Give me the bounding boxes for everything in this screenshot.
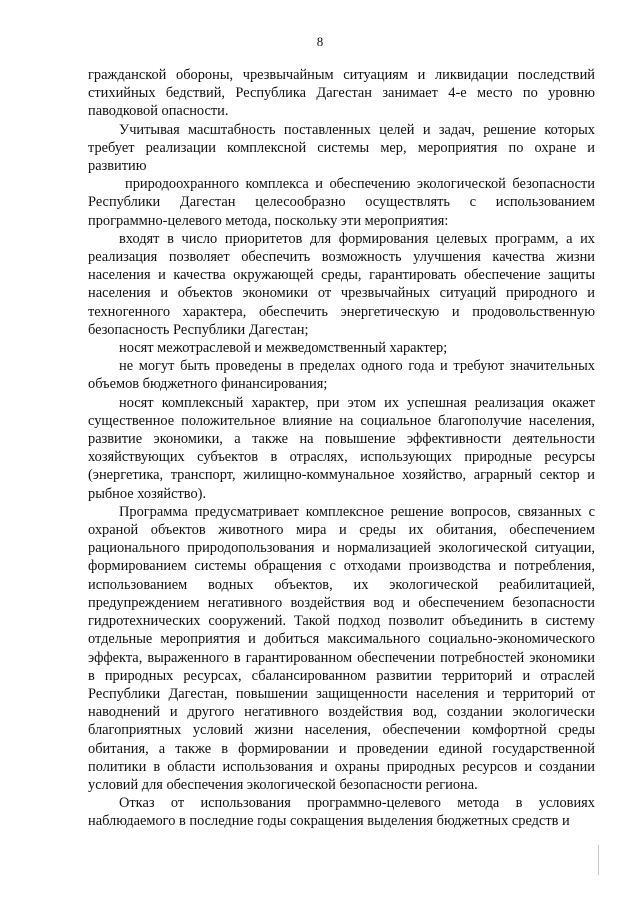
page-number: 8 [316,34,324,49]
paragraph-5: носят межотраслевой и межведомственный характер; [119,340,448,357]
paragraph-2: Учитывая масштабность поставленных целей и задач, решение которых требует реализации комплексной системы мер, мероприятия по охране и развитию [88,121,595,175]
paragraph-4: входят в число приоритетов для формирования целевых программ, а их реализация позволяет обеспечить возможность улучшения качества жизни населения и качества окружающей среды, гарантировать обеспечение защиты населения и объектов экономики от чрезвычайных ситуаций природного и техногенного характера, обеспечить энергетическую и продовольственную безопасность Республики Дагестан; [88,230,595,338]
paragraph-3: природоохранного комплекса и обеспечению экологической безопасности Республики Дагестан целесообразно осуществлять с использованием программно-целевого метода, поскольку эти мероприятия: [88,176,595,229]
scan-mark [598,845,599,875]
paragraph-8: Программа предусматривает комплексное решение вопросов, связанных с охраной объектов животного мира и среды их обитания, обеспечением рационального природопользования и нормализацией экологической ситуации, формированием системы обращения с отходами производства и потребления, использованием водных объектов, их экологической реабилитацией, предупреждением негативного воздействия вод и обеспечением безопасности гидротехнических сооружений. Такой подход позволит объединить в систему отдельные мероприятия и добиться максимального социально-экономического эффекта, выраженного в гарантированном обеспечении потребностей экономики в природных ресурсах, сбалансированном развитии территорий и отраслей Республики Дагестан, повышении защищенности населения и территорий от наводнений и другого негативного воздействия вод, создании экологически благоприятных условий жизни населения, обеспечении комфортной среды обитания, а также в формировании и проведении единой государственной политики в области использования и охраны природных ресурсов и создании условий для обеспечения экологической безопасности региона. [88,503,595,793]
paragraph-9: Отказ от использования программно-целевого метода в условиях наблюдаемого в последние годы сокращения выделения бюджетных средств и [88,795,595,830]
paragraph-7: носят комплексный характер, при этом их успешная реализация окажет существенное положительное влияние на социальное благополучие населения, развитие экономики, а также на повышение эффективности деятельности хозяйствующих субъектов в отраслях, использующих природные ресурсы (энергетика, транспорт, жилищно-коммунальное хозяйство, аграрный сектор и рыбное хозяйство). [88,394,595,502]
document-body [88,66,595,831]
paragraph-6: не могут быть проведены в пределах одного года и требуют значительных объемов бюджетного финансирования; [88,358,595,393]
paragraph-1: гражданской обороны, чрезвычайным ситуациям и ликвидации последствий стихийных бедствий, Республика Дагестан занимает 4-е место по уровню паводковой опасности. [88,67,595,120]
